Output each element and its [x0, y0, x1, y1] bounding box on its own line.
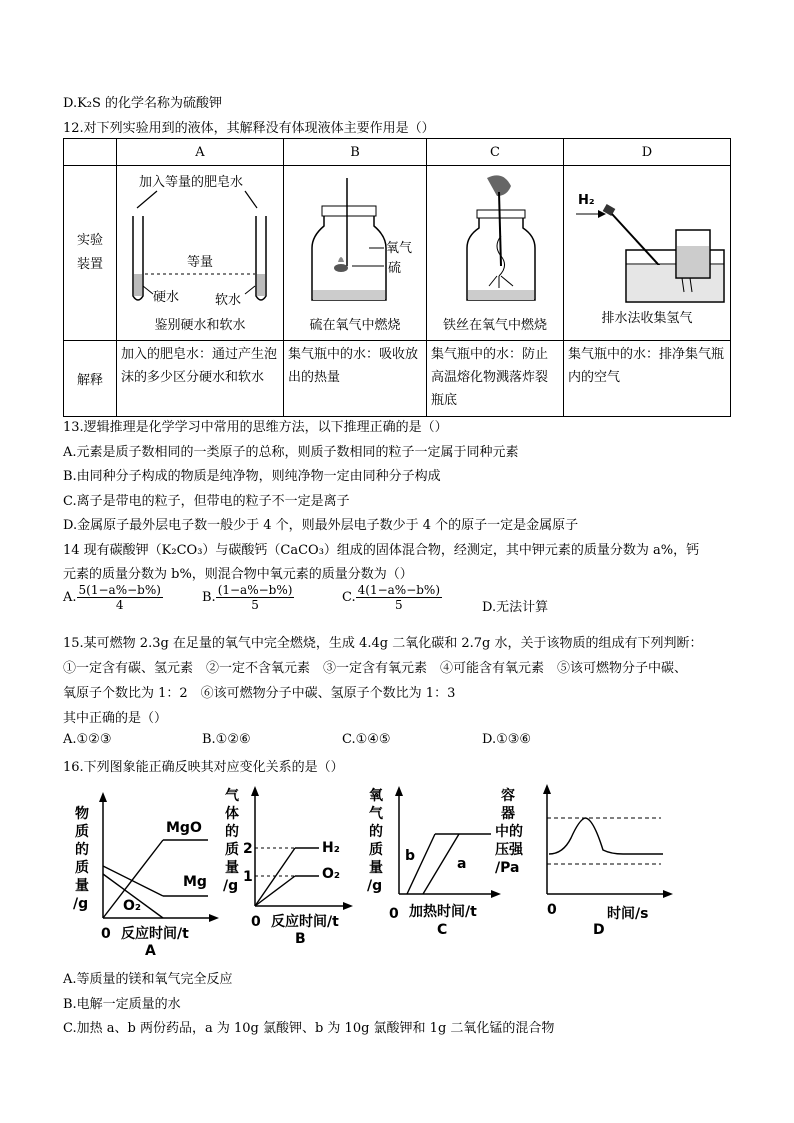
col-header-a: A: [117, 139, 284, 166]
svg-text:0: 0: [547, 902, 557, 918]
svg-text:1: 1: [243, 869, 253, 885]
equal-amount-label: 等量: [187, 255, 214, 270]
svg-text:气: 气: [225, 788, 239, 804]
svg-text:质: 质: [75, 860, 89, 876]
svg-text:质: 质: [369, 842, 383, 858]
q13-option-d: D.金属原子最外层电子数一般少于 4 个，则最外层电子数少于 4 个的原子一定是金属原子: [63, 518, 579, 533]
q14-line1: 14 现有碳酸钾（K₂CO₃）与碳酸钙（CaCO₃）组成的固体混合物，经测定，其中钾元素的质量分数为 a%，钙: [63, 543, 700, 558]
svg-text:a: a: [457, 856, 467, 872]
q16-option-b: B.电解一定质量的水: [63, 997, 181, 1012]
table-corner: [64, 139, 117, 166]
svg-text:C: C: [437, 922, 448, 938]
svg-text:体: 体: [225, 806, 239, 822]
q14-option-b: B. $\frac{(1-a\%-b\%)}{5}$: [202, 583, 293, 612]
q15-option-a: A.①②③: [63, 732, 112, 747]
q14-option-d: D.无法计算: [482, 600, 549, 615]
caption-b: 硫在氧气中燃烧: [309, 318, 401, 333]
svg-text:的: 的: [225, 824, 239, 840]
svg-text:氧: 氧: [369, 788, 383, 804]
svg-text:的: 的: [369, 824, 383, 840]
caption-a: 鉴别硬水和软水: [154, 318, 246, 333]
svg-text:量: 量: [225, 860, 239, 876]
svg-text:加热时间/t: 加热时间/t: [409, 904, 477, 920]
svg-text:H₂: H₂: [322, 840, 340, 856]
svg-text:中的: 中的: [495, 824, 523, 840]
q16-option-a: A.等质量的镁和氧气完全反应: [63, 972, 233, 987]
graph-d: [495, 784, 673, 938]
soap-water-label: 加入等量的肥皂水: [139, 175, 244, 190]
hydrogen-collection-diagram: [564, 166, 730, 336]
q14-option-c: C. $\frac{4(1-a\%-b\%)}{5}$: [342, 583, 441, 612]
graph-a: [73, 792, 219, 959]
q15-line4: 其中正确的是（）: [63, 711, 168, 726]
col-header-c: C: [427, 139, 564, 166]
svg-text:质: 质: [75, 824, 89, 840]
svg-text:质: 质: [225, 842, 239, 858]
svg-text:O₂: O₂: [123, 898, 142, 914]
q11-option-d: D.K₂S 的化学名称为硫酸钾: [63, 96, 223, 111]
svg-text:量: 量: [369, 860, 383, 876]
svg-text:反应时间/t: 反应时间/t: [121, 926, 189, 942]
svg-text:时间/s: 时间/s: [607, 906, 649, 922]
svg-text:B: B: [295, 931, 306, 947]
q12-stem: 12.对下列实验用到的液体，其解释没有体现液体主要作用是（）: [63, 121, 435, 136]
graph-c: [367, 786, 501, 938]
hard-soft-water-diagram: [117, 166, 283, 336]
q15-option-b: B.①②⑥: [202, 732, 251, 747]
q16-graphs: [63, 778, 733, 962]
q13-stem: 13.逻辑推理是化学学习中常用的思维方法，以下推理正确的是（）: [63, 420, 448, 435]
q15-option-c: C.①④⑤: [342, 732, 391, 747]
svg-text:量: 量: [75, 878, 89, 894]
svg-text:0: 0: [251, 914, 261, 930]
q15-line3: 氧原子个数比为 1：2 ⑥该可燃物分子中碳、氢原子个数比为 1：3: [63, 686, 456, 701]
sulfur-label: 硫: [388, 261, 402, 276]
svg-text:b: b: [405, 848, 416, 864]
q14-line2: 元素的质量分数为 b%，则混合物中氧元素的质量分数为（）: [63, 567, 413, 582]
caption-c: 铁丝在氧气中燃烧: [442, 318, 548, 333]
caption-d: 排水法收集氢气: [601, 311, 693, 326]
svg-text:2: 2: [243, 841, 253, 857]
q15-line1: 15.某可燃物 2.3g 在足量的氧气中完全燃烧，生成 4.4g 二氧化碳和 2.7g 水，关于该物质的组成有下列判断：: [63, 636, 703, 651]
svg-text:压强: 压强: [495, 842, 523, 858]
h2-label: H₂: [578, 193, 595, 208]
apparatus-b: [284, 166, 427, 341]
svg-text:/g: /g: [73, 896, 89, 912]
svg-text:/g: /g: [367, 878, 383, 894]
svg-text:0: 0: [389, 906, 399, 922]
q16-stem: 16.下列图象能正确反映其对应变化关系的是（）: [63, 760, 344, 775]
q15-option-d: D.①③⑥: [482, 732, 532, 747]
svg-text:O₂: O₂: [322, 866, 341, 882]
svg-text:容: 容: [501, 788, 515, 804]
explanation-a: 加入的肥皂水：通过产生泡沫的多少区分硬水和软水: [117, 341, 284, 417]
apparatus-d: [564, 166, 731, 341]
q13-option-c: C.离子是带电的粒子，但带电的粒子不一定是离子: [63, 494, 350, 509]
svg-text:反应时间/t: 反应时间/t: [271, 914, 339, 930]
soft-water-label: 软水: [215, 293, 242, 308]
sulfur-burning-diagram: [284, 166, 426, 336]
row-label-explanation: 解释: [64, 341, 117, 417]
svg-text:0: 0: [101, 926, 111, 942]
apparatus-c: [427, 166, 564, 341]
iron-wire-burning-diagram: [427, 166, 563, 336]
q12-table: [63, 138, 731, 417]
explanation-c: 集气瓶中的水：防止高温熔化物溅落炸裂瓶底: [427, 341, 564, 417]
explanation-d: 集气瓶中的水：排净集气瓶内的空气: [564, 341, 731, 417]
explanation-b: 集气瓶中的水：吸收放出的热量: [284, 341, 427, 417]
svg-text:的: 的: [75, 842, 89, 858]
q15-line2: ①一定含有碳、氢元素 ②一定不含氧元素 ③一定含有氧元素 ④可能含有氧元素 ⑤该可燃物分子中碳、: [63, 661, 688, 676]
row-label-apparatus: 实验装置: [64, 166, 117, 341]
col-header-d: D: [564, 139, 731, 166]
svg-text:/Pa: /Pa: [495, 860, 520, 876]
q13-option-b: B.由同种分子构成的物质是纯净物，则纯净物一定由同种分子构成: [63, 469, 441, 484]
svg-text:D: D: [593, 922, 605, 938]
hard-water-label: 硬水: [153, 290, 180, 305]
q14-option-a: A. $\frac{5(1-a\%-b\%)}{4}$: [63, 583, 161, 612]
q16-option-c: C.加热 a、b 两份药品，a 为 10g 氯酸钾、b 为 10g 氯酸钾和 1g 二氧化锰的混合物: [63, 1021, 555, 1036]
svg-text:器: 器: [501, 806, 515, 822]
graph-b: [223, 786, 353, 947]
col-header-b: B: [284, 139, 427, 166]
svg-text:气: 气: [369, 806, 383, 822]
apparatus-a: [117, 166, 284, 341]
svg-text:物: 物: [75, 806, 89, 822]
svg-text:/g: /g: [223, 878, 239, 894]
q13-option-a: A.元素是质子数相同的一类原子的总称，则质子数相同的粒子一定属于同种元素: [63, 445, 519, 460]
svg-text:MgO: MgO: [166, 820, 202, 836]
svg-text:Mg: Mg: [183, 874, 207, 890]
oxygen-label: 氧气: [386, 241, 413, 256]
svg-text:A: A: [145, 943, 156, 959]
